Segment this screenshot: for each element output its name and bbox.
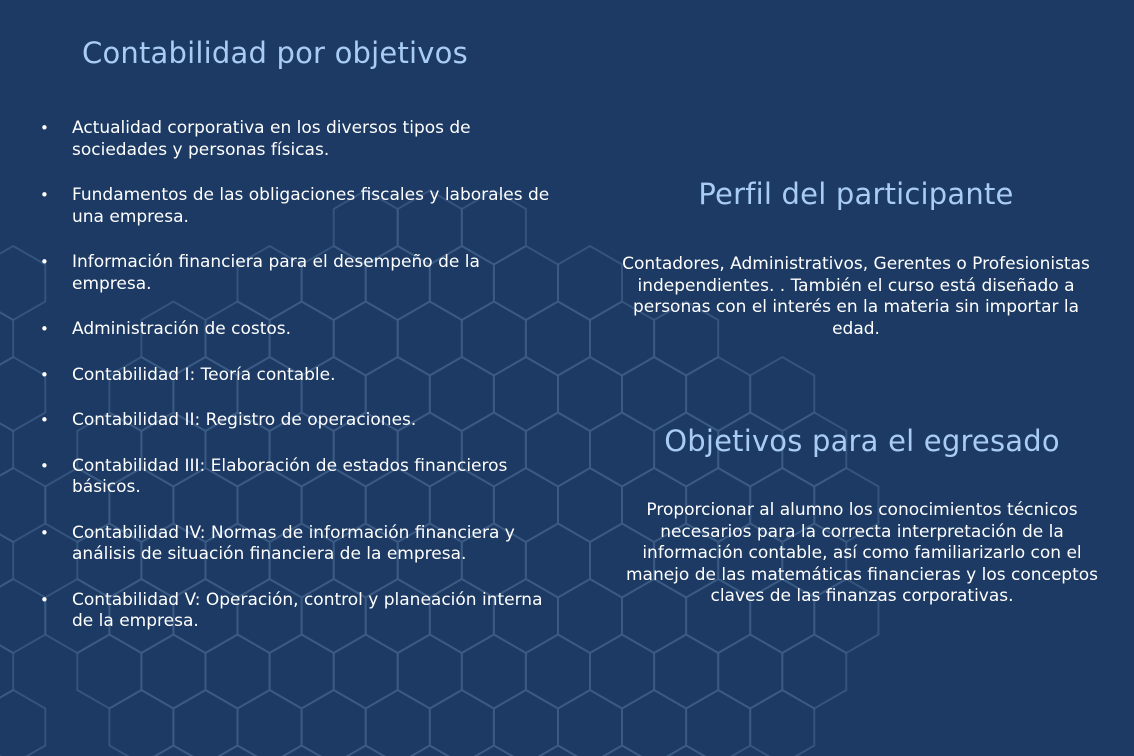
list-item	[40, 319, 560, 341]
objetivos-heading: Objetivos para el egresado	[664, 424, 1060, 458]
hexagon-shape	[173, 690, 237, 756]
bullet-icon: •	[40, 119, 49, 137]
list-item	[40, 410, 560, 432]
hexagon-shape	[0, 468, 45, 542]
hexagon-shape	[430, 690, 494, 756]
topic-text: Contabilidad II: Registro de operaciones.	[72, 410, 417, 430]
topic-text: Contabilidad I: Teoría contable.	[72, 364, 336, 385]
hexagon-shape	[0, 357, 45, 431]
hexagon-shape	[302, 690, 366, 756]
bullet-icon: •	[40, 590, 49, 609]
bullet-icon: •	[40, 523, 49, 542]
bullet-icon: •	[40, 365, 49, 384]
topic-text: Administración de costos.	[72, 319, 292, 339]
hexagon-shape	[238, 690, 302, 756]
hexagon-shape	[622, 690, 686, 756]
objetivos-description: Proporcionar al alumno los conocimientos técnicos necesarios para la correcta interpretación de la información contable, así como familiarizarlo con el manejo de las matemáticas financieras y los conceptos claves de las finanzas corporativas.	[625, 500, 1099, 606]
perfil-description: Contadores, Administrativos, Gerentes o Profesionistas independientes. . También el curso está diseñado a personas con el interés en la materia sin importar la edad.	[622, 254, 1090, 339]
page-title: Contabilidad por objetivos	[82, 36, 468, 70]
list-item	[40, 456, 560, 499]
hexagon-shape	[558, 468, 622, 542]
list-item	[40, 185, 560, 228]
hexagon-shape	[366, 690, 430, 756]
topic-text: Contabilidad V: Operación, control y planeación interna de la empresa.	[72, 589, 543, 631]
hexagon-shape	[0, 746, 13, 756]
bullet-icon: •	[40, 253, 49, 271]
hexagon-shape	[398, 746, 462, 756]
hexagon-shape	[462, 746, 526, 756]
topic-text: Contabilidad III: Elaboración de estados financieros básicos.	[72, 455, 508, 497]
hexagon-shape	[334, 746, 398, 756]
hexagon-shape	[270, 746, 334, 756]
topic-text: Contabilidad IV: Normas de información financiera y análisis de situación financiera de la empresa.	[72, 522, 515, 564]
hexagon-shape	[750, 357, 814, 431]
hexagon-shape	[494, 690, 558, 756]
hexagon-shape	[0, 690, 45, 756]
hexagon-shape	[558, 690, 622, 756]
hexagon-shape	[526, 746, 590, 756]
topic-text: Actualidad corporativa en los diversos tipos de sociedades y personas físicas.	[72, 118, 471, 160]
topic-text: Información financiera para el desempeño de la empresa.	[72, 252, 480, 294]
bullet-icon: •	[40, 456, 49, 475]
bullet-icon: •	[40, 320, 49, 338]
hexagon-shape	[782, 635, 846, 709]
hexagon-shape	[0, 579, 45, 653]
hexagon-shape	[590, 746, 654, 756]
hexagon-shape	[686, 357, 750, 431]
list-item	[40, 118, 560, 161]
hexagon-shape	[718, 635, 782, 709]
hexagon-shape	[558, 357, 622, 431]
hexagon-shape	[558, 246, 622, 320]
topics-list	[40, 118, 560, 657]
hexagon-shape	[654, 746, 718, 756]
topic-text: Fundamentos de las obligaciones fiscales y laborales de una empresa.	[72, 185, 550, 227]
hexagon-shape	[750, 690, 814, 756]
hexagon-shape	[622, 357, 686, 431]
list-item	[40, 523, 560, 566]
hexagon-shape	[558, 579, 622, 653]
perfil-heading: Perfil del participante	[698, 177, 1014, 211]
list-item	[40, 365, 560, 387]
bullet-icon: •	[40, 186, 49, 204]
hexagon-shape	[654, 635, 718, 709]
hexagon-shape	[206, 746, 270, 756]
hexagon-shape	[686, 690, 750, 756]
hexagon-shape	[141, 746, 205, 756]
list-item	[40, 252, 560, 295]
hexagon-shape	[109, 690, 173, 756]
hexagon-shape	[590, 635, 654, 709]
bullet-icon: •	[40, 411, 49, 429]
hexagon-shape	[0, 246, 45, 320]
list-item	[40, 590, 560, 633]
